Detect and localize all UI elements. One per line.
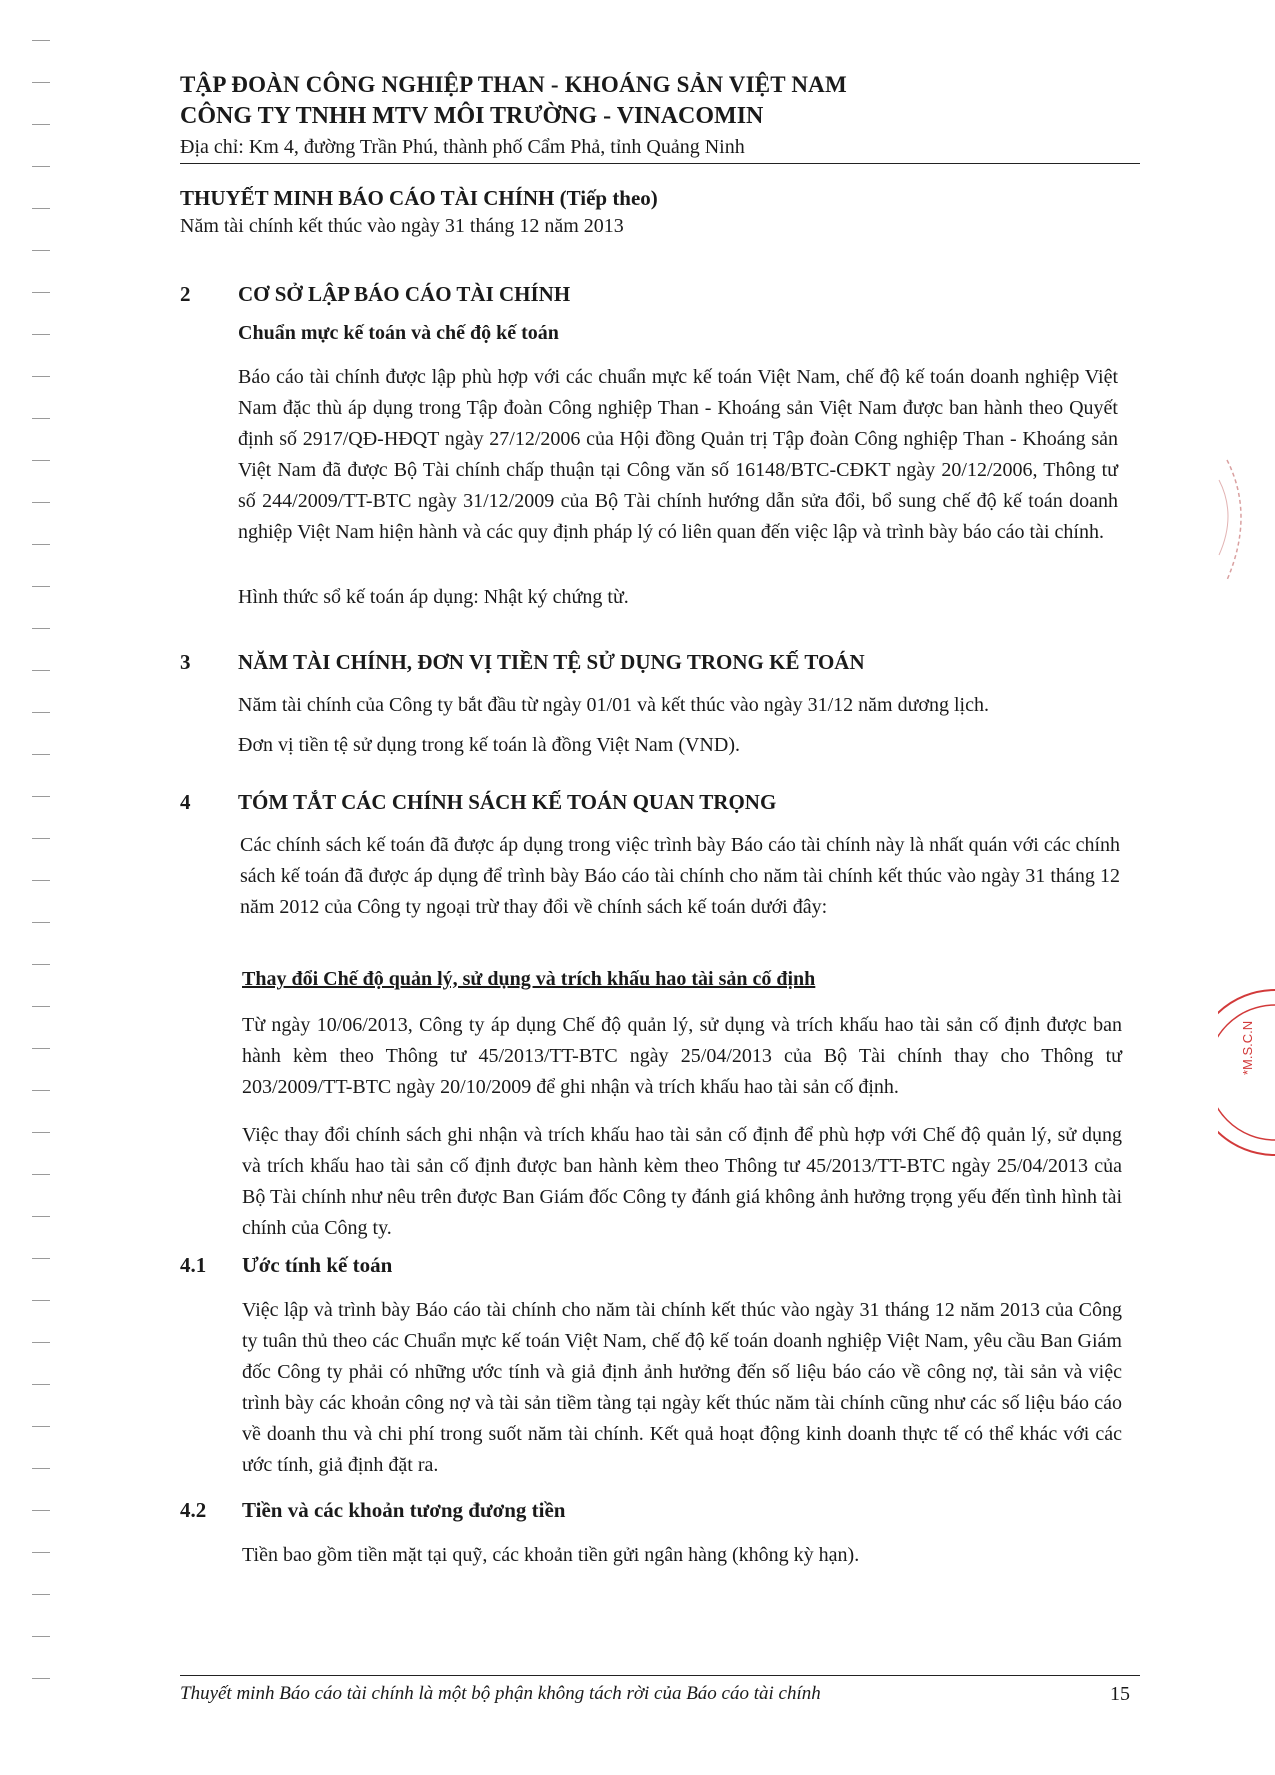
company-address: Địa chỉ: Km 4, đường Trần Phú, thành phố Cẩm Phả, tỉnh Quảng Ninh (180, 136, 745, 158)
binding-edge-marks (32, 40, 56, 1740)
section-paragraph: Tiền bao gồm tiền mặt tại quỹ, các khoản tiền gửi ngân hàng (không kỳ hạn). (242, 1544, 860, 1566)
document-header (180, 70, 1140, 162)
section-heading: Ước tính kế toán (242, 1253, 393, 1277)
section-number: 4 (180, 790, 191, 814)
subsection-underlined-heading: Thay đổi Chế độ quản lý, sử dụng và trích khấu hao tài sản cố định (242, 968, 816, 990)
header-divider (180, 163, 1140, 164)
section-paragraph: Báo cáo tài chính được lập phù hợp với các chuẩn mực kế toán Việt Nam, chế độ kế toán doanh nghiệp Việt Nam đặc thù áp dụng trong Tập đoàn Công nghiệp Than - Khoáng sản Việt Nam được ban hành theo Quyết định số 2917/QĐ-HĐQT ngày 27/12/2006 của Hội đồng Quản trị Tập đoàn Công nghiệp Than - Khoáng sản Việt Nam đã được Bộ Tài chính chấp thuận tại Công văn số 16148/BTC-CĐKT ngày 20/12/2006, Thông tư số 244/2009/TT-BTC ngày 31/12/2009 của Bộ Tài chính hướng dẫn sửa đổi, bổ sung chế độ kế toán doanh nghiệp Việt Nam hiện hành và các quy định pháp lý có liên quan đến việc lập và trình bày báo cáo tài chính. (238, 366, 1118, 543)
stamp-fragment-icon (1215, 455, 1275, 585)
report-fiscal-year: Năm tài chính kết thúc vào ngày 31 tháng 12 năm 2013 (180, 215, 624, 237)
report-title: THUYẾT MINH BÁO CÁO TÀI CHÍNH (Tiếp theo) (180, 186, 658, 210)
section-paragraph: Hình thức sổ kế toán áp dụng: Nhật ký chứng từ. (238, 586, 629, 608)
page-number: 15 (1110, 1683, 1130, 1705)
section-paragraph: Các chính sách kế toán đã được áp dụng trong việc trình bày Báo cáo tài chính này là nhất quán với các chính sách kế toán đã được áp dụng để trình bày Báo cáo tài chính cho năm tài chính kết thúc vào ngày 31 tháng 12 năm 2012 của Công ty ngoại trừ thay đổi về chính sách kế toán dưới đây: (240, 834, 1120, 918)
section-heading: TÓM TẮT CÁC CHÍNH SÁCH KẾ TOÁN QUAN TRỌNG (238, 790, 777, 814)
section-paragraph: Đơn vị tiền tệ sử dụng trong kế toán là đồng Việt Nam (VND). (238, 734, 740, 756)
section-paragraph: Việc lập và trình bày Báo cáo tài chính cho năm tài chính kết thúc vào ngày 31 tháng 12 năm 2013 của Công ty tuân thủ theo các Chuẩn mực kế toán Việt Nam, chế độ kế toán doanh nghiệp Việt Nam, yêu cầu Ban Giám đốc Công ty phải có những ước tính và giả định ảnh hưởng đến số liệu báo cáo về công nợ, tài sản và việc trình bày các khoản công nợ và tài sản tiềm tàng tại ngày kết thúc năm tài chính cũng như các số liệu báo cáo về doanh thu và chi phí trong suốt năm tài chính. Kết quả hoạt động kinh doanh thực tế có thể khác với các ước tính, giả định đặt ra. (242, 1299, 1122, 1476)
group-name: TẬP ĐOÀN CÔNG NGHIỆP THAN - KHOÁNG SẢN VIỆT NAM (180, 72, 847, 97)
company-seal-icon (1218, 985, 1275, 1160)
section-number: 3 (180, 650, 191, 674)
section-heading: NĂM TÀI CHÍNH, ĐƠN VỊ TIỀN TỆ SỬ DỤNG TRONG KẾ TOÁN (238, 650, 865, 674)
section-paragraph: Từ ngày 10/06/2013, Công ty áp dụng Chế độ quản lý, sử dụng và trích khấu hao tài sản cố định được ban hành kèm theo Thông tư 45/2013/TT-BTC ngày 25/04/2013 của Bộ Tài chính thay cho Thông tư 203/2009/TT-BTC ngày 20/10/2009 để ghi nhận và trích khấu hao tài sản cố định. (242, 1014, 1122, 1098)
section-paragraph: Năm tài chính của Công ty bắt đầu từ ngày 01/01 và kết thúc vào ngày 31/12 năm dương lịch. (238, 694, 989, 716)
seal-text: *M.S.C.N (1240, 1020, 1255, 1075)
footer-divider (180, 1675, 1140, 1676)
section-subheading: Chuẩn mực kế toán và chế độ kế toán (238, 322, 559, 344)
section-number: 2 (180, 282, 191, 306)
section-number: 4.1 (180, 1253, 207, 1277)
section-number: 4.2 (180, 1498, 207, 1522)
footer-note: Thuyết minh Báo cáo tài chính là một bộ phận không tách rời của Báo cáo tài chính (180, 1683, 821, 1704)
section-heading: CƠ SỞ LẬP BÁO CÁO TÀI CHÍNH (238, 282, 571, 306)
section-heading: Tiền và các khoản tương đương tiền (242, 1498, 566, 1522)
section-paragraph: Việc thay đổi chính sách ghi nhận và trích khấu hao tài sản cố định để phù hợp với Chế độ quản lý, sử dụng và trích khấu hao tài sản cố định được ban hành kèm theo Thông tư 45/2013/TT-BTC ngày 25/04/2013 của Bộ Tài chính như nêu trên được Ban Giám đốc Công ty đánh giá không ảnh hưởng trọng yếu đến tình hình tài chính của Công ty. (242, 1124, 1122, 1239)
report-heading (180, 184, 1140, 240)
company-name: CÔNG TY TNHH MTV MÔI TRƯỜNG - VINACOMIN (180, 103, 764, 129)
